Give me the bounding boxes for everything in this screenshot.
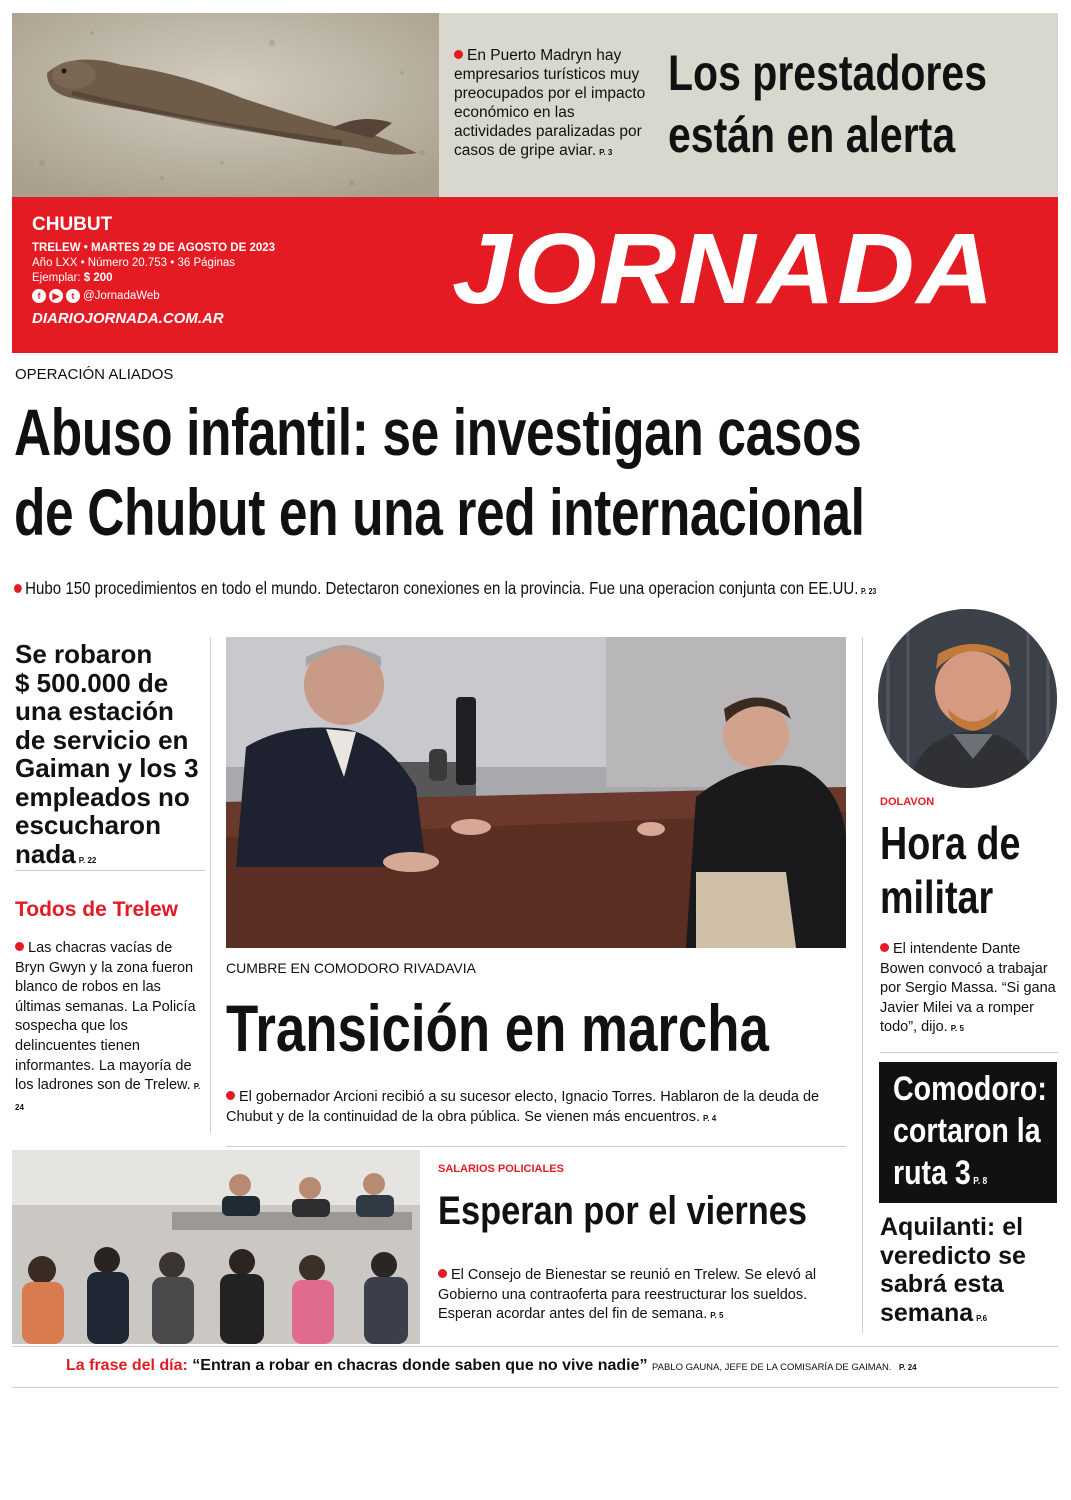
teaser-summary: En Puerto Madryn hay empresarios turísticos muy preocupados por el impacto económico en las actividades paralizadas por casos de gripe aviar. P. 3	[454, 47, 646, 159]
website-link[interactable]: DIARIOJORNADA.COM.AR	[32, 310, 224, 327]
masthead-date: TRELEW • MARTES 29 DE AGOSTO DE 2023	[32, 242, 276, 254]
dolavon-story-kicker: DOLAVON	[880, 796, 935, 808]
robbery-headline[interactable]: Se robaron $ 500.000 de una estación de servicio en Gaiman y los 3 empleados no escucharon nada P. 22	[15, 639, 199, 869]
bullet-icon	[454, 50, 463, 59]
masthead-price: Ejemplar: $ 200	[32, 272, 113, 284]
section-divider	[880, 1052, 1058, 1053]
twitter-icon[interactable]: t	[66, 289, 80, 303]
section-divider	[12, 1387, 1058, 1388]
section-divider	[226, 1146, 846, 1147]
facebook-icon[interactable]: f	[32, 289, 46, 303]
comodoro-headline[interactable]: Comodoro: cortaron la ruta 3 P. 8	[893, 1070, 1047, 1192]
social-handle[interactable]: @JornadaWeb	[83, 290, 160, 302]
social-links[interactable]	[32, 289, 160, 303]
bullet-icon	[15, 942, 24, 951]
youtube-icon[interactable]: ▶	[49, 289, 63, 303]
center-story-body: El gobernador Arcioni recibió a su sucesor electo, Ignacio Torres. Hablaron de la deuda de Chubut y de la continuidad de la obra pública. Se vienen más encuentros. P. 4	[226, 1089, 820, 1125]
bullet-icon	[226, 1091, 235, 1100]
main-story-headline[interactable]: Abuso infantil: se investigan casos de Chubut en una red internacional	[14, 395, 865, 549]
dolavon-story-headline[interactable]: Hora de militar	[880, 817, 1021, 923]
mayor-portrait[interactable]	[878, 609, 1057, 788]
bullet-icon	[438, 1269, 447, 1278]
police-story-headline[interactable]: Esperan por el viernes	[438, 1189, 808, 1233]
column-divider	[210, 637, 211, 1133]
trelew-story-body: Las chacras vacías de Bryn Gwyn y la zona fueron blanco de robos en las últimas semanas. La Policía sospecha que los delincuentes tienen informantes. La mayoría de los ladrones son de Trelew. P. 24	[15, 940, 201, 1112]
police-story-kicker: SALARIOS POLICIALES	[438, 1163, 564, 1175]
section-divider	[12, 1346, 1058, 1347]
masthead-issue: Año LXX • Número 20.753 • 36 Páginas	[32, 257, 236, 269]
newspaper-logo[interactable]: JORNADA	[452, 213, 997, 325]
bullet-icon	[14, 584, 22, 593]
police-story-body: El Consejo de Bienestar se reunió en Trelew. Se elevó al Gobierno una contraoferta para reestructurar los sueldos. Esperan acordar antes del fin de semana. P. 5	[438, 1267, 817, 1323]
aquilanti-headline[interactable]: Aquilanti: el veredicto se sabrá esta semana P.6	[880, 1213, 1026, 1327]
police-meeting-photo[interactable]	[12, 1150, 420, 1344]
center-story-kicker: CUMBRE EN COMODORO RIVADAVIA	[226, 960, 476, 976]
meeting-photo[interactable]	[226, 637, 846, 948]
sea-lion-photo[interactable]	[12, 13, 439, 197]
bullet-icon	[880, 943, 889, 952]
center-story-headline[interactable]: Transición en marcha	[226, 991, 769, 1065]
main-story-subhead: Hubo 150 procedimientos en todo el mundo. Detectaron conexiones en la provincia. Fue una operacion conjunta con EE.UU. P. 23	[14, 578, 876, 599]
quote-of-the-day: La frase del día: “Entran a robar en chacras donde saben que no vive nadie” PABLO GAUNA, JEFE DE LA COMISARÍA DE GAIMAN. P. 24	[66, 1357, 917, 1374]
masthead-region: CHUBUT	[32, 214, 113, 235]
trelew-story-title[interactable]: Todos de Trelew	[15, 898, 178, 921]
main-story-kicker: OPERACIÓN ALIADOS	[15, 366, 174, 383]
teaser-headline[interactable]: Los prestadores están en alerta	[668, 45, 987, 163]
dolavon-story-body: El intendente Dante Bowen convocó a trabajar por Sergio Massa. “Si gana Javier Milei va a romper todo”, dijo. P. 5	[880, 941, 1056, 1036]
